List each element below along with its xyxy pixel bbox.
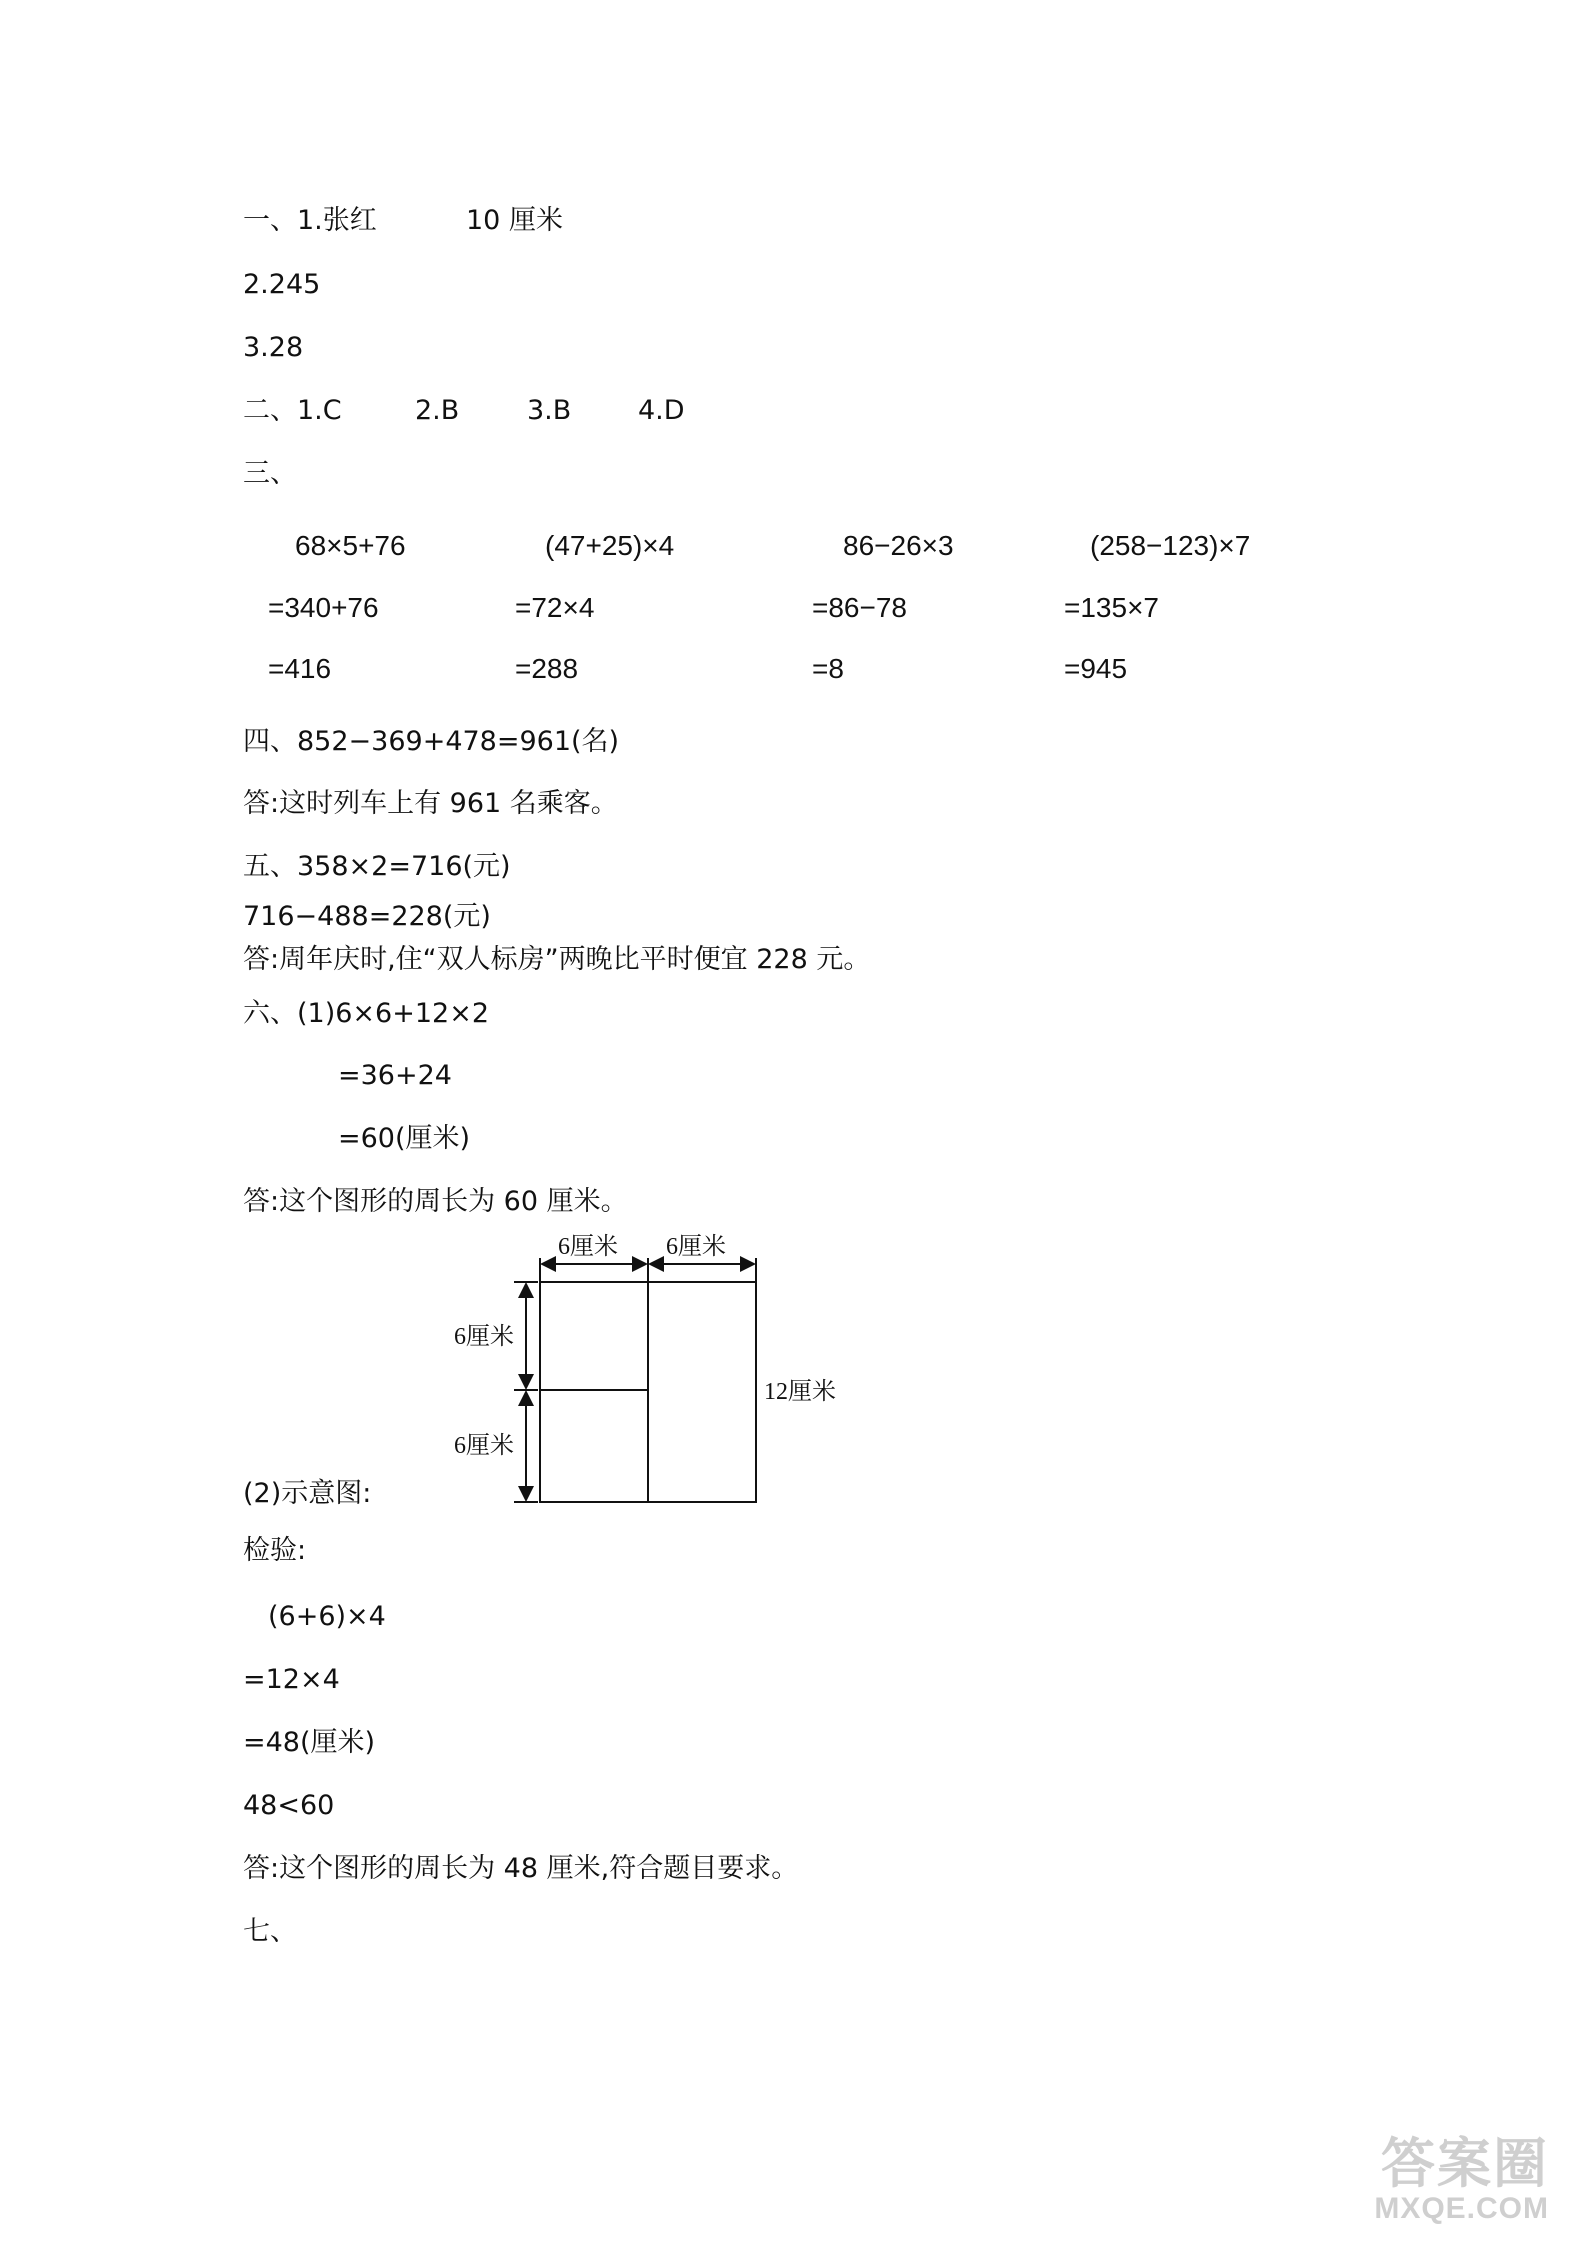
calc2-step: =72×4 <box>515 592 595 623</box>
calc1-step: =340+76 <box>268 592 379 623</box>
s5-line2: 716−488=228(元) <box>243 901 491 932</box>
s6-part2-label: (2)示意图: <box>243 1478 372 1509</box>
s7-heading: 七、 <box>243 1916 297 1947</box>
check-step2: =48(厘米) <box>243 1727 376 1758</box>
check-expr: (6+6)×4 <box>268 1601 386 1632</box>
check-step1: =12×4 <box>243 1664 340 1695</box>
s6-answer2: 答:这个图形的周长为 48 厘米,符合题目要求。 <box>243 1853 799 1884</box>
watermark-url: MXQE.COM <box>1374 2192 1549 2225</box>
s2-answer-2: 2.B <box>415 395 460 426</box>
calc3-step: =86−78 <box>812 592 907 623</box>
calc4-step: =135×7 <box>1064 592 1159 623</box>
s6-step1: =36+24 <box>338 1060 452 1091</box>
comparison: 48<60 <box>243 1790 335 1821</box>
s6-step2: =60(厘米) <box>338 1123 471 1154</box>
watermark <box>1374 2132 1549 2227</box>
s6-part1: 六、(1)6×6+12×2 <box>243 998 490 1029</box>
s6-answer1: 答:这个图形的周长为 60 厘米。 <box>243 1186 628 1217</box>
s3-heading: 三、 <box>243 458 297 489</box>
s2-answer-3: 3.B <box>527 395 572 426</box>
calc3-expr: 86−26×3 <box>843 530 954 561</box>
calc4-expr: (258−123)×7 <box>1090 530 1251 561</box>
calc4-result: =945 <box>1064 653 1128 684</box>
s5-line1: 五、358×2=716(元) <box>243 851 511 882</box>
label-top-right: 6厘米 <box>666 1234 726 1260</box>
label-right: 12厘米 <box>764 1379 836 1405</box>
calc1-expr: 68×5+76 <box>295 530 406 561</box>
label-left-bottom: 6厘米 <box>454 1433 514 1459</box>
check-heading: 检验: <box>243 1535 307 1566</box>
calc1-result: =416 <box>268 653 332 684</box>
label-top-left: 6厘米 <box>558 1234 618 1260</box>
q1-answer: 10 厘米 <box>466 205 563 236</box>
schematic-diagram <box>430 1220 870 1510</box>
calc2-expr: (47+25)×4 <box>545 530 675 561</box>
q1-prefix: 一、1.张红 <box>243 205 377 236</box>
s5-answer: 答:周年庆时,住“双人标房”两晚比平时便宜 228 元。 <box>243 944 871 975</box>
watermark-logo: 答案圈 <box>1381 2132 1549 2195</box>
calc2-result: =288 <box>515 653 579 684</box>
calc3-result: =8 <box>812 653 844 684</box>
s4-equation: 四、852−369+478=961(名) <box>243 726 620 757</box>
s2-prefix: 二、1.C <box>243 395 342 426</box>
s4-answer: 答:这时列车上有 961 名乘客。 <box>243 788 618 819</box>
label-left-top: 6厘米 <box>454 1324 514 1350</box>
q2-answer: 2.245 <box>243 269 321 300</box>
q3-answer: 3.28 <box>243 332 304 363</box>
s2-answer-4: 4.D <box>638 395 685 426</box>
